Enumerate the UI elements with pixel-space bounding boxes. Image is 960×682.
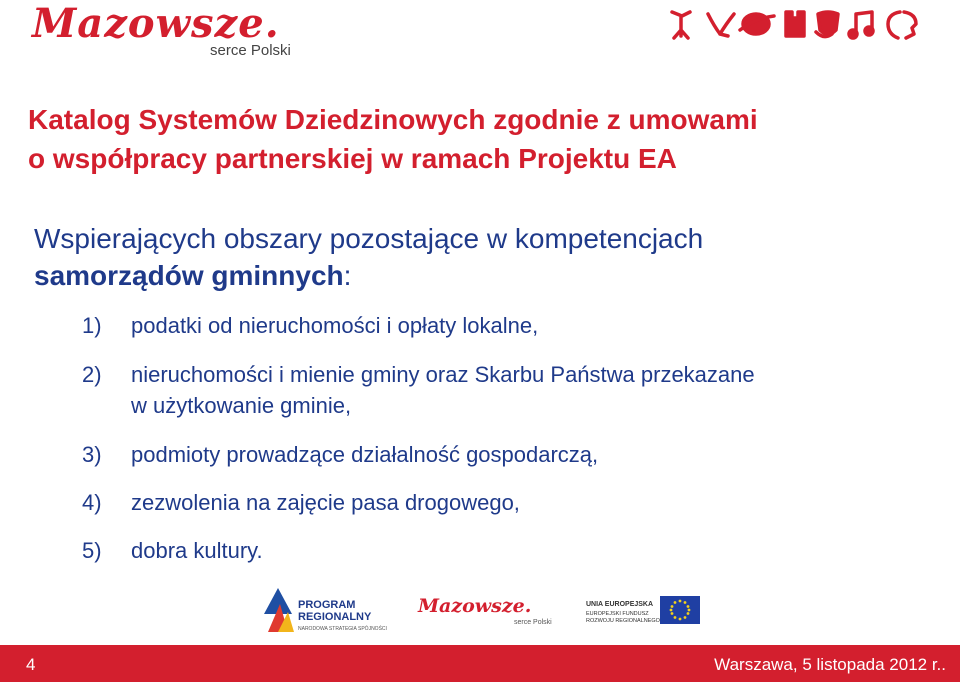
intro-line-2 bbox=[34, 257, 934, 294]
page-number: 4 bbox=[26, 655, 36, 674]
program-regionalny-logo bbox=[264, 588, 387, 632]
eu-text-2: EUROPEJSKI FUNDUSZ bbox=[586, 611, 649, 617]
list-item-number: 4) bbox=[82, 490, 102, 515]
planet-icon bbox=[740, 14, 774, 34]
list-item-number: 2) bbox=[82, 362, 102, 387]
eu-text-3: ROZWOJU REGIONALNEGO bbox=[586, 618, 660, 624]
page-title bbox=[28, 100, 928, 178]
music-note-icon bbox=[849, 12, 873, 38]
intro-text bbox=[34, 220, 934, 294]
program-text-2: REGIONALNY bbox=[298, 611, 372, 623]
logo-tagline: serce Polski bbox=[210, 42, 291, 59]
list-item-text-continued: w użytkowanie gminie, bbox=[131, 393, 352, 418]
intro-bold-phrase: samorządów gminnych bbox=[34, 260, 344, 291]
bird-icon bbox=[708, 14, 734, 36]
list-item-text: zezwolenia na zajęcie pasa drogowego, bbox=[131, 490, 520, 515]
mask-icon bbox=[816, 12, 838, 37]
partner-logos bbox=[258, 584, 708, 636]
mazowsze-logo bbox=[30, 0, 310, 60]
eu-text-1: UNIA EUROPEJSKA bbox=[586, 601, 654, 608]
list-item-number: 1) bbox=[82, 313, 102, 338]
program-text-1: PROGRAM bbox=[298, 599, 356, 611]
logo-wordmark: Mazowsze. bbox=[32, 0, 280, 47]
list-item-text: podatki od nieruchomości i opłaty lokalne, bbox=[131, 313, 539, 338]
profile-icon bbox=[888, 12, 916, 38]
footer-bar bbox=[0, 645, 960, 682]
list-item-number: 3) bbox=[82, 442, 102, 467]
mazowsze-small-tagline: serce Polski bbox=[514, 619, 552, 626]
list-item-text: podmioty prowadzące działalność gospodarczą, bbox=[131, 442, 599, 467]
footer-date: Warszawa, 5 listopada 2012 r.. bbox=[714, 655, 946, 674]
header-icons bbox=[668, 6, 930, 42]
intro-colon: : bbox=[343, 260, 352, 291]
list-item-number: 5) bbox=[82, 538, 102, 563]
title-line-1: Katalog Systemów Dziedzinowych zgodnie z umowami bbox=[28, 104, 758, 135]
list-item-text: nieruchomości i mienie gminy oraz Skarbu Państwa przekazane bbox=[131, 362, 755, 387]
program-text-3: NARODOWA STRATEGIA SPÓJNOŚCI bbox=[298, 626, 387, 632]
eu-logo bbox=[586, 596, 700, 624]
mazowsze-small-logo bbox=[417, 595, 552, 626]
figure-icon bbox=[672, 12, 690, 38]
mazowsze-small-wordmark: Mazowsze. bbox=[418, 595, 532, 617]
title-line-2: o współpracy partnerskiej w ramach Projektu EA bbox=[28, 143, 677, 174]
list-item-text: dobra kultury. bbox=[131, 538, 263, 563]
castle-icon bbox=[786, 12, 804, 36]
intro-line-1: Wspierających obszary pozostające w kompetencjach bbox=[34, 223, 704, 254]
